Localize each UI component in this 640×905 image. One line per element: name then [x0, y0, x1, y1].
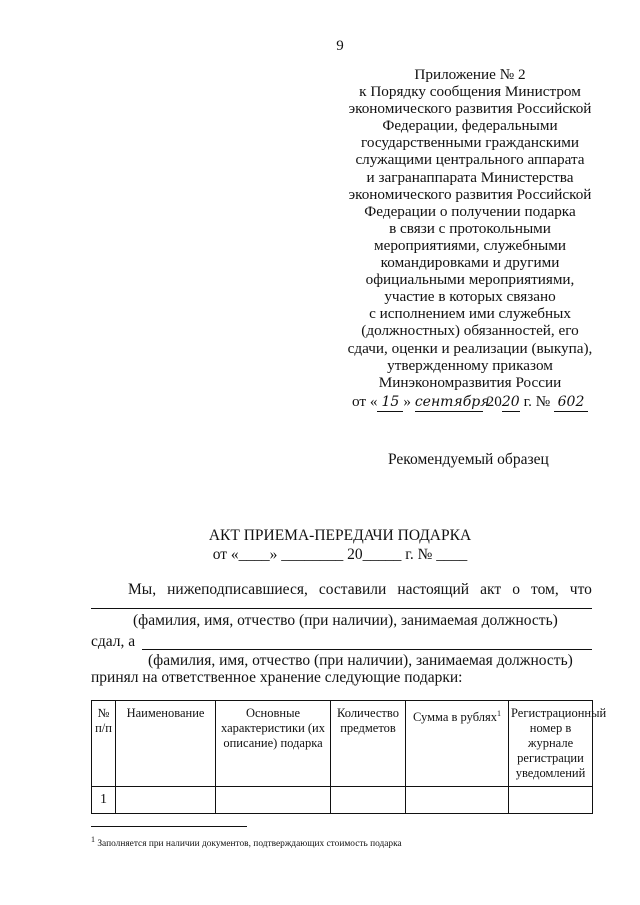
intro-word: нижеподписавшиеся,	[167, 581, 308, 598]
intro-word: том,	[531, 581, 559, 598]
appendix-line: Федерации о получении подарка	[364, 202, 576, 220]
appendix-block	[330, 66, 610, 412]
appendix-line: к Порядку сообщения Министром	[359, 83, 581, 101]
page-number: 9	[336, 38, 344, 54]
footnote-mark: 1	[91, 835, 95, 844]
order-month: сентября	[415, 394, 483, 412]
header-registration: Регистрационный номер в журнале регистрации уведомлений	[509, 701, 593, 787]
order-number-prefix: г. №	[523, 392, 551, 410]
cell-quantity[interactable]	[331, 787, 406, 814]
header-sum	[406, 701, 509, 787]
order-year-prefix: 20	[486, 392, 502, 410]
receiver-name-line[interactable]	[142, 649, 592, 650]
header-name: Наименование	[116, 701, 216, 787]
table-header-row	[92, 701, 593, 787]
handover-name-line[interactable]	[91, 608, 592, 609]
appendix-line: служащими центрального аппарата	[355, 151, 585, 169]
appendix-line: Минэкономразвития России	[378, 373, 562, 391]
appendix-line: командировками и другими	[380, 254, 560, 272]
appendix-line: (должностных) обязанностей, его	[361, 322, 579, 340]
accepted-line: принял на ответственное хранение следующие подарки:	[91, 669, 463, 686]
cell-sum[interactable]	[406, 787, 509, 814]
cell-characteristics[interactable]	[216, 787, 331, 814]
act-title: АКТ ПРИЕМА-ПЕРЕДАЧИ ПОДАРКА	[208, 527, 472, 544]
intro-word: составили	[318, 581, 387, 598]
appendix-line: государственными гражданскими	[361, 134, 579, 152]
order-year: 20	[502, 394, 520, 412]
intro-line	[128, 581, 592, 599]
appendix-line: и загранаппарата Министерства	[366, 168, 574, 186]
header-quantity: Количество предметов	[331, 701, 406, 787]
intro-word: акт	[480, 581, 502, 598]
order-day: 15	[377, 394, 403, 412]
footnote	[91, 835, 402, 849]
intro-word: Мы,	[128, 581, 157, 598]
order-number: 602	[554, 394, 588, 412]
intro-word: настоящий	[397, 581, 470, 598]
appendix-line: участие в которых связано	[384, 288, 556, 306]
act-date-line: от «____» ________ 20_____ г. № ____	[212, 546, 468, 563]
appendix-line: мероприятиями, служебными	[373, 236, 566, 254]
intro-word: что	[569, 581, 592, 598]
intro-word: о	[512, 581, 520, 598]
footnote-text: Заполняется при наличии документов, подтверждающих стоимость подарка	[97, 839, 402, 850]
appendix-line: экономического развития Российской	[348, 100, 592, 118]
appendix-line: в связи с протокольными	[389, 219, 551, 237]
act-heading	[0, 526, 640, 564]
caption-handover: (фамилия, имя, отчество (при наличии), занимаемая должность)	[133, 612, 558, 629]
appendix-line: с исполнением ими служебных	[369, 305, 571, 323]
cell-registration[interactable]	[509, 787, 593, 814]
handed-label: сдал, а	[91, 633, 136, 650]
appendix-line: утвержденному приказом	[387, 356, 553, 374]
header-sum-text: Сумма в рублях	[412, 710, 497, 725]
recommended-sample-label: Рекомендуемый образец	[388, 451, 549, 468]
appendix-line: официальными мероприятиями,	[365, 271, 575, 289]
cell-number: 1	[92, 787, 116, 814]
footnote-mark: 1	[497, 709, 501, 718]
appendix-line: экономического развития Российской	[348, 185, 592, 203]
order-mid: »	[403, 392, 412, 410]
order-prefix: от «	[352, 392, 378, 410]
gifts-table	[91, 700, 607, 814]
appendix-line: сдачи, оценки и реализации (выкупа),	[347, 339, 593, 357]
caption-receiver: (фамилия, имя, отчество (при наличии), занимаемая должность)	[148, 652, 573, 669]
header-characteristics: Основные характеристики (их описание) подарка	[216, 701, 331, 787]
table-row	[92, 787, 593, 814]
appendix-line: Приложение № 2	[414, 66, 526, 83]
footnote-divider	[91, 826, 247, 827]
cell-name[interactable]	[116, 787, 216, 814]
appendix-line: Федерации, федеральными	[382, 117, 558, 135]
order-date-line	[330, 393, 610, 412]
header-number: № п/п	[92, 701, 116, 787]
